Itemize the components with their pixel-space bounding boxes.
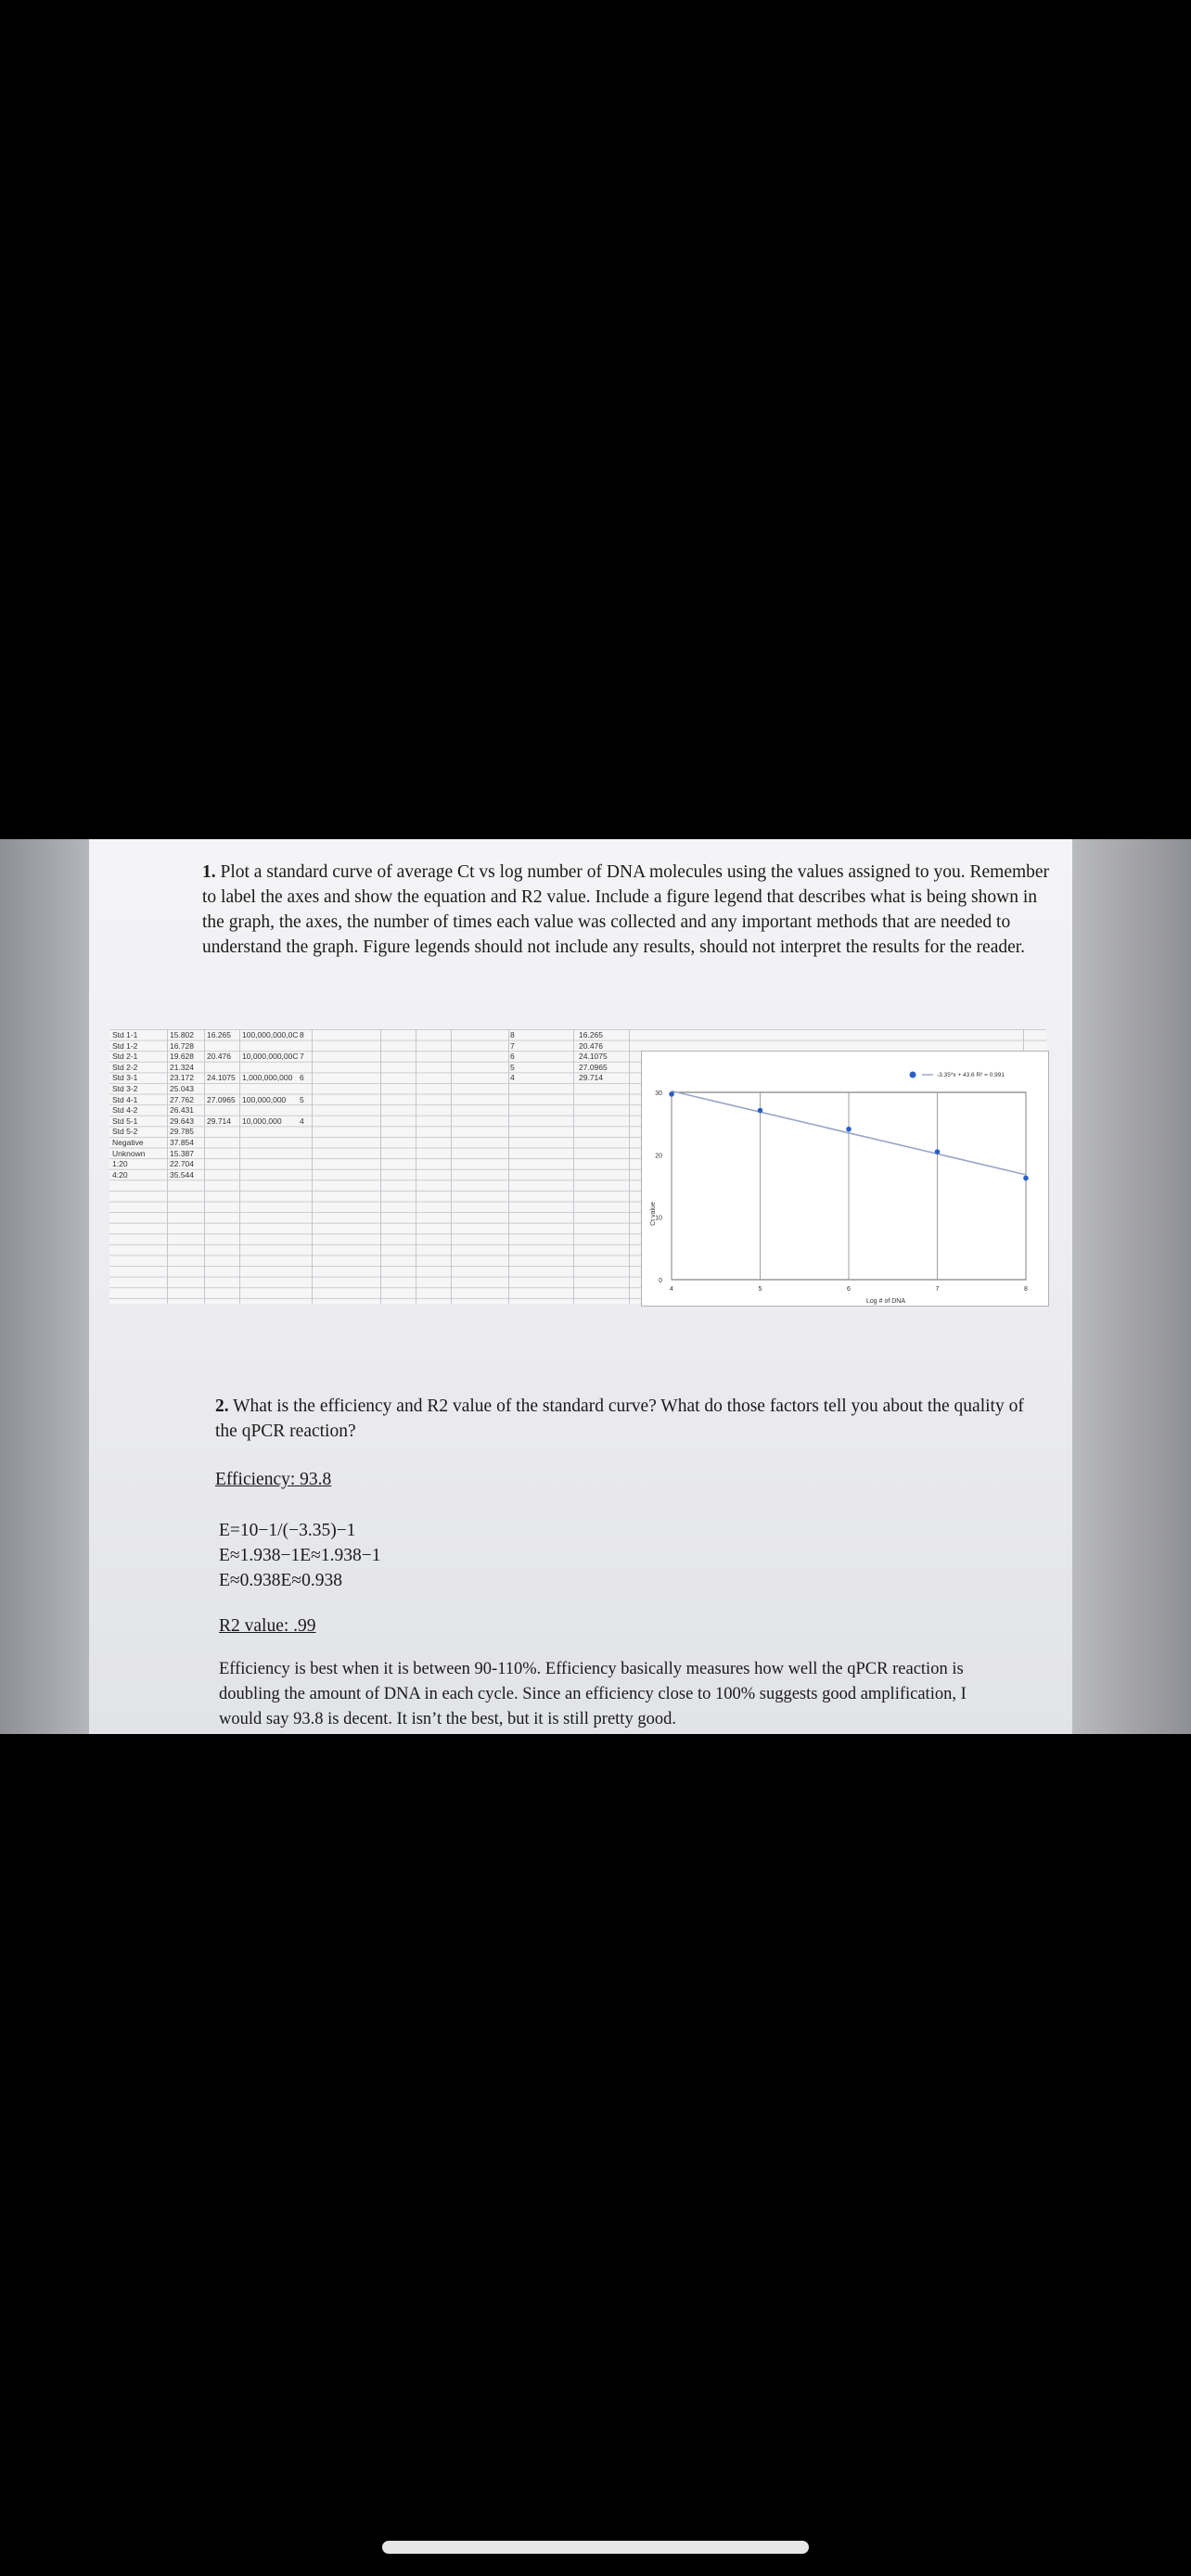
sheet-cell[interactable]: Std 3-2 <box>112 1084 138 1093</box>
sheet-cell[interactable]: 15.802 <box>170 1030 194 1039</box>
efficiency-calculation <box>219 1518 380 1593</box>
question-1-number: 1. <box>202 862 216 882</box>
data-point <box>935 1149 941 1154</box>
sheet-cell[interactable]: 10,000,000 <box>242 1116 282 1126</box>
x-axis-label: Log # of DNA <box>865 1298 906 1305</box>
home-indicator[interactable] <box>382 2541 809 2554</box>
sheet-cell[interactable]: 100,000,000 <box>242 1094 287 1104</box>
sheet-cell[interactable]: 29.714 <box>207 1116 231 1126</box>
monitor-bezel-right <box>1072 839 1191 1734</box>
chart-svg <box>642 1052 1048 1306</box>
data-point <box>1023 1176 1029 1181</box>
sheet-cell[interactable]: 16.728 <box>170 1040 194 1051</box>
r2-label: R2 value: .99 <box>219 1616 316 1636</box>
sheet-cell[interactable]: 27.0965 <box>579 1062 608 1072</box>
document-page <box>89 839 1072 1734</box>
calc-line-2: E≈1.938−1E≈1.938−1 <box>219 1546 381 1565</box>
sheet-cell[interactable]: 27.762 <box>170 1094 194 1104</box>
sheet-cell[interactable]: Std 5-2 <box>112 1127 138 1137</box>
x-tick-label: 6 <box>847 1286 851 1293</box>
x-tick-label: 8 <box>1024 1286 1028 1293</box>
sheet-cell[interactable]: 37.854 <box>170 1138 194 1147</box>
sheet-cell[interactable]: 8 <box>510 1030 515 1039</box>
sheet-cell[interactable]: Std 2-2 <box>112 1062 138 1072</box>
sheet-cell[interactable]: 26.431 <box>170 1105 194 1116</box>
sheet-cell[interactable]: 6 <box>300 1073 304 1083</box>
y-tick-label: 10 <box>655 1215 662 1222</box>
y-tick-label: 0 <box>659 1278 662 1284</box>
x-tick-label: 4 <box>670 1286 673 1293</box>
sheet-cell[interactable]: 29.785 <box>170 1127 194 1137</box>
sheet-cell[interactable]: 1:20 <box>112 1159 128 1169</box>
sheet-cell[interactable]: 4:20 <box>112 1169 128 1180</box>
sheet-cell[interactable]: 25.043 <box>170 1084 194 1093</box>
data-point <box>846 1127 852 1132</box>
sheet-cell[interactable]: 19.628 <box>170 1052 194 1062</box>
sheet-cell[interactable]: 5 <box>510 1062 515 1072</box>
y-tick-label: 20 <box>655 1153 662 1160</box>
sheet-cell[interactable]: 24.1075 <box>579 1052 608 1062</box>
sheet-cell[interactable]: 27.0965 <box>207 1094 236 1104</box>
legend-text: -3.35*x + 43.6 R² = 0.991 <box>937 1072 1005 1078</box>
sheet-cell[interactable]: 16.265 <box>207 1030 231 1039</box>
photo-of-monitor <box>0 839 1191 1734</box>
sheet-cell[interactable]: 4 <box>510 1073 515 1083</box>
sheet-cell[interactable]: 35.544 <box>170 1169 194 1180</box>
efficiency-label: Efficiency: 93.8 <box>215 1470 332 1489</box>
sheet-cell[interactable]: 29.714 <box>579 1073 603 1083</box>
explanation-text: Efficiency is best when it is between 90-110%. Efficiency basically measures how well the qPCR reaction is doubling the amount of DNA in each cycle. Since an efficiency close to 100% suggests good amplification, I would say 93.8 is decent. It isn’t the best, but it is still pretty good. <box>219 1660 967 1728</box>
sheet-cell[interactable]: Std 4-1 <box>112 1094 138 1104</box>
sheet-cell[interactable]: 7 <box>300 1052 304 1062</box>
calc-line-3: E≈0.938E≈0.938 <box>219 1571 342 1590</box>
sheet-cell[interactable]: Negative <box>112 1138 144 1147</box>
sheet-cell[interactable]: 16.265 <box>579 1030 603 1039</box>
question-2-text: What is the efficiency and R2 value of the standard curve? What do those factors tell you about the quality of the qPCR reaction? <box>215 1396 1024 1441</box>
y-tick-label: 30 <box>655 1090 662 1097</box>
sheet-cell[interactable]: 29.643 <box>170 1116 194 1126</box>
sheet-cell[interactable]: Std 1-1 <box>112 1030 138 1039</box>
x-tick-label: 5 <box>758 1286 762 1293</box>
sheet-cell[interactable]: 10,000,000,00C <box>242 1052 299 1062</box>
monitor-bezel-left <box>0 839 89 1734</box>
legend-marker <box>910 1072 916 1078</box>
sheet-cell[interactable]: Std 2-1 <box>112 1052 138 1062</box>
sheet-cell[interactable]: 5 <box>300 1094 304 1104</box>
sheet-cell[interactable]: Std 3-1 <box>112 1073 138 1083</box>
sheet-cell[interactable]: Std 1-2 <box>112 1040 138 1051</box>
sheet-cell[interactable]: 20.476 <box>579 1040 603 1051</box>
sheet-cell[interactable]: 24.1075 <box>207 1073 236 1083</box>
question-1-text: Plot a standard curve of average Ct vs log number of DNA molecules using the values assigned to you. Remember to label the axes and show the equation and R2 value. Include a figure legend that describes what is being shown in the graph, the axes, the number of times each value was collected and any important methods that are needed to understand the graph. Figure legends should not include any results, should not interpret the results for the reader. <box>202 862 1050 957</box>
sheet-cell[interactable]: Std 4-2 <box>112 1105 138 1116</box>
question-2-number: 2. <box>215 1396 229 1416</box>
sheet-cell[interactable]: 7 <box>510 1040 515 1051</box>
data-point <box>669 1091 674 1097</box>
question-1 <box>202 860 1056 960</box>
sheet-cell[interactable]: 23.172 <box>170 1073 194 1083</box>
y-axis-label: Ct value <box>650 1202 657 1226</box>
sheet-cell[interactable]: 21.324 <box>170 1062 194 1072</box>
sheet-cell[interactable]: 1,000,000,000 <box>242 1073 293 1083</box>
sheet-cell[interactable]: 22.704 <box>170 1159 194 1169</box>
standard-curve-chart[interactable] <box>641 1051 1049 1307</box>
data-point <box>758 1108 763 1114</box>
sheet-cell[interactable]: Std 5-1 <box>112 1116 138 1126</box>
sheet-cell[interactable]: 6 <box>510 1052 515 1062</box>
sheet-cell[interactable]: 4 <box>300 1116 304 1126</box>
sheet-cell[interactable]: Unknown <box>112 1148 146 1158</box>
sheet-cell[interactable]: 100,000,000,0C <box>242 1030 299 1039</box>
sheet-cell[interactable]: 20.476 <box>207 1052 231 1062</box>
calc-line-1: E=10−1/(−3.35)−1 <box>219 1521 356 1540</box>
sheet-cell[interactable]: 15.387 <box>170 1148 194 1158</box>
question-2 <box>215 1394 1031 1444</box>
sheet-cell[interactable]: 8 <box>300 1030 304 1039</box>
x-tick-label: 7 <box>935 1286 940 1293</box>
